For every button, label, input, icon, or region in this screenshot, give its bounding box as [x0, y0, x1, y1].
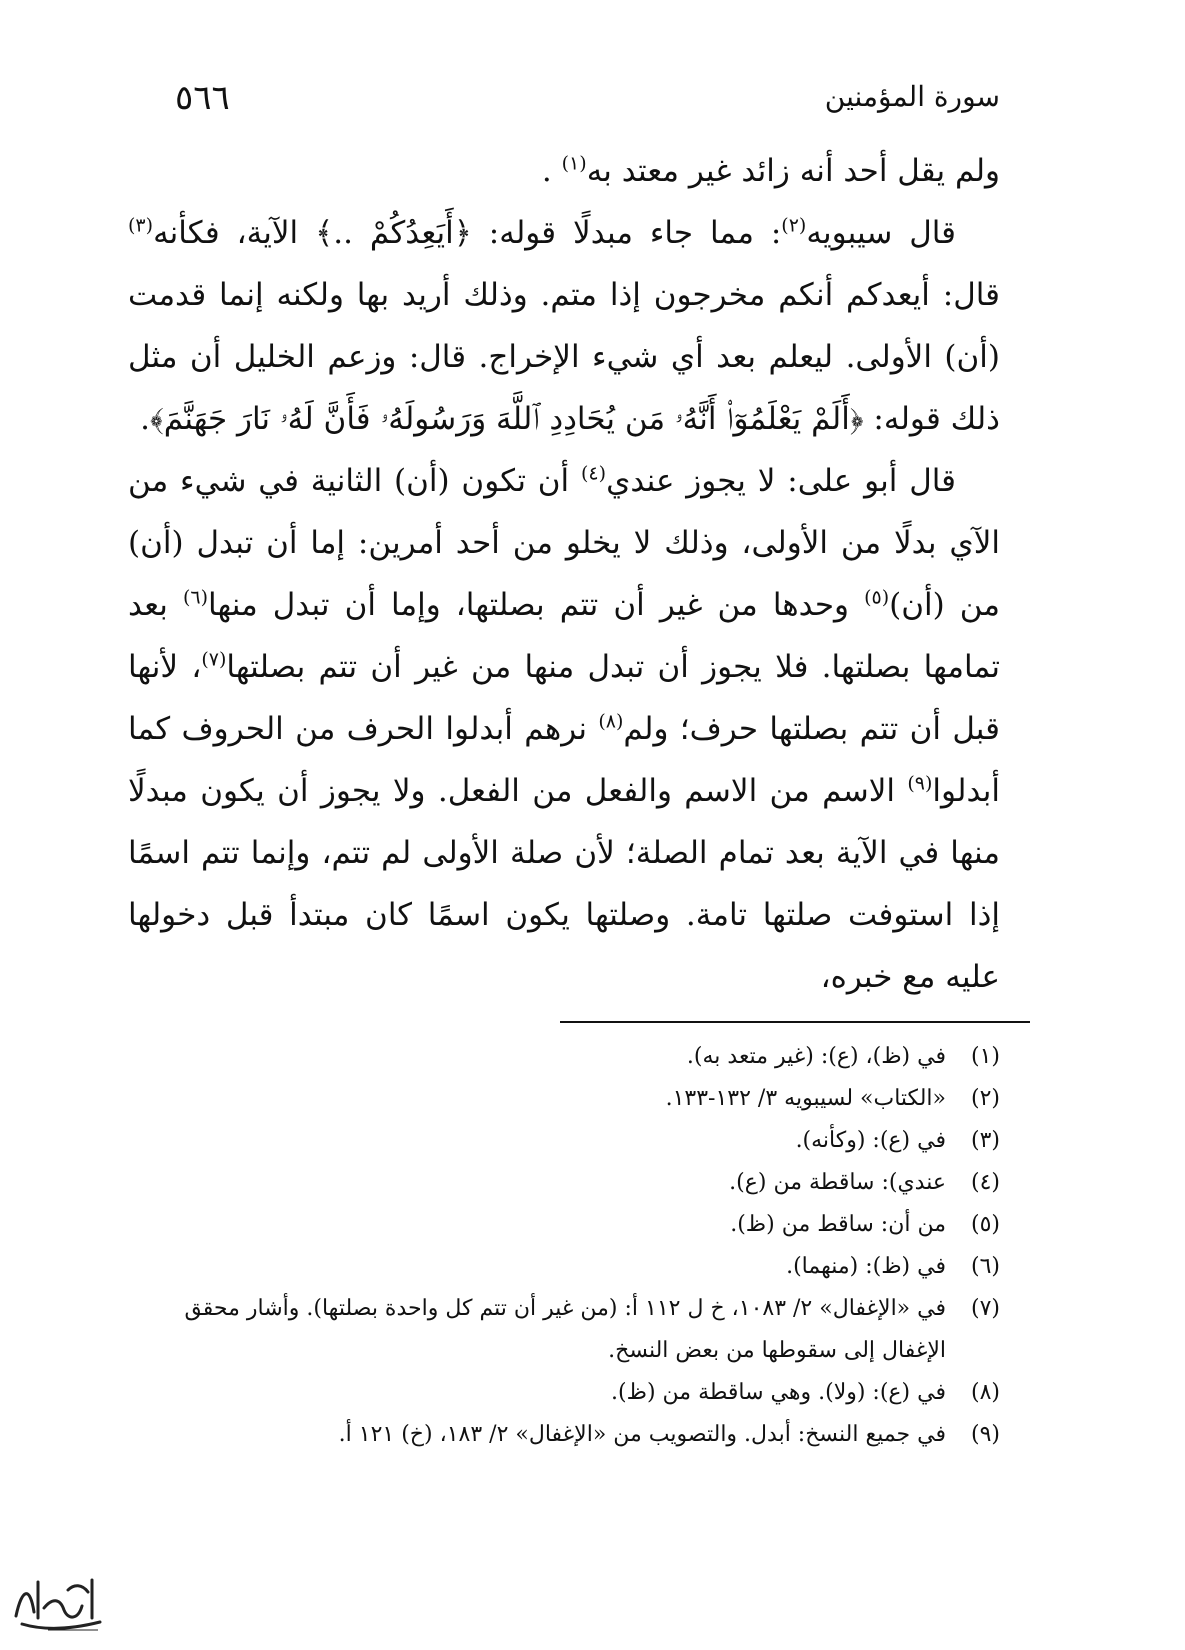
text-run: .: [140, 401, 150, 437]
footnote-divider: [560, 1021, 1030, 1023]
footnote-9: [128, 1414, 1000, 1456]
text-run: : مما جاء مبدلًا قوله:: [471, 215, 782, 251]
footnote-text: في (ظ): (منهما).: [786, 1254, 946, 1279]
text-run: أن تكون (أن) الثانية في شيء من الآي بدلًا من الأولى، وذلك لا يخلو من أحد أمرين: إما أن تبدل (أن) من (أن): [128, 463, 1000, 623]
paragraph-3: [128, 450, 1000, 1008]
footnote-number: (٨): [970, 1380, 1000, 1405]
text-run: ولم يقل أحد أنه زائد غير معتد به: [586, 153, 1000, 189]
text-run: الآية، فكأنه: [153, 215, 316, 251]
text-run: الاسم من الاسم والفعل من الفعل. ولا يجوز أن يكون مبدلًا منها في الآية بعد تمام الصلة؛ لأن صلة الأولى لم تتم، وإنما تتم اسمًا إذا استوفت صلتها تامة. وصلتها يكون اسمًا كان مبتدأ قبل دخولها عليه مع خبره،: [128, 773, 1000, 995]
text-run: نرهم أبدلوا الحرف من الحروف كما أبدلوا: [128, 711, 1000, 809]
footnote-number: (٩): [970, 1422, 1000, 1447]
footnote-number: (٣): [970, 1128, 1000, 1153]
text-run: قال سيبويه: [806, 215, 956, 251]
paragraph-2: [128, 202, 1000, 450]
quran-quote: ﴿أَيَعِدُكُمْ ..﴾: [315, 215, 472, 251]
footnote-text: في جميع النسخ: أبدل. والتصويب من «الإغفال» ٢/ ١٨٣، (خ) ١٢١ أ.: [338, 1422, 946, 1447]
footnote-number: (٢): [970, 1086, 1000, 1111]
surah-title: سورة المؤمنين: [824, 80, 1000, 113]
footnote-number: (٧): [970, 1296, 1000, 1321]
footnote-ref: (٨): [598, 710, 624, 733]
footnotes: [128, 1036, 1000, 1456]
page-number: ٥٦٦: [175, 78, 230, 118]
footnote-text: في (ع): (وكأنه).: [795, 1128, 946, 1153]
footnote-5: [128, 1204, 1000, 1246]
footnote-text: من أن: ساقط من (ظ).: [730, 1212, 946, 1237]
footnote-6: [128, 1246, 1000, 1288]
footnote-ref: (٦): [182, 586, 208, 609]
footnote-1: [128, 1036, 1000, 1078]
text-run: .: [541, 153, 562, 189]
footnote-ref: (١): [561, 152, 587, 175]
text-run: بعد تمامها بصلتها. فلا يجوز أن تبدل منها من غير أن تتم بصلتها: [128, 587, 1000, 685]
footnote-3: [128, 1120, 1000, 1162]
footnote-ref: (٤): [581, 462, 607, 485]
footnote-ref: (٣): [128, 214, 154, 237]
footnote-8: [128, 1372, 1000, 1414]
footnote-ref: (٧): [201, 648, 227, 671]
paragraph-1: [128, 140, 1000, 202]
text-run: ، لأنها قبل أن تتم بصلتها حرف؛ ولم: [128, 649, 1000, 747]
footnote-ref: (٢): [781, 214, 807, 237]
page-header: [175, 78, 1000, 128]
main-text: [128, 140, 1000, 1008]
footnote-number: (٤): [970, 1170, 1000, 1195]
text-run: قال: أيعدكم أنكم مخرجون إذا متم. وذلك أريد بها ولكنه إنما قدمت (أن) الأولى. ليعلم بعد أي شيء الإخراج. قال: وزعم الخليل أن مثل ذلك قوله:: [128, 277, 1000, 437]
footnote-text: في (ظ)، (ع): (غير متعد به).: [686, 1044, 946, 1069]
footnote-7: [128, 1288, 1000, 1372]
footnote-text: عندي): ساقطة من (ع).: [729, 1170, 946, 1195]
footnote-number: (١): [970, 1044, 1000, 1069]
text-run: وحدها من غير أن تتم بصلتها، وإما أن تبدل منها: [208, 587, 865, 623]
footnote-text: «الكتاب» لسيبويه ٣/ ١٣٢-١٣٣.: [665, 1086, 946, 1111]
quran-quote: ﴿أَلَمْ يَعْلَمُوٓا۟ أَنَّهُۥ مَن يُحَادِدِ ٱللَّهَ وَرَسُولَهُۥ فَأَنَّ لَهُۥ نَارَ جَهَنَّمَ﴾: [149, 401, 864, 437]
text-run: قال أبو على: لا يجوز عندي: [606, 463, 956, 499]
footnote-number: (٦): [970, 1254, 1000, 1279]
footnote-number: (٥): [970, 1212, 1000, 1237]
calligraphy-logo: [8, 1568, 108, 1638]
footnote-2: [128, 1078, 1000, 1120]
footnote-ref: (٥): [864, 586, 890, 609]
footnote-ref: (٩): [907, 772, 933, 795]
footnote-text: في «الإغفال» ٢/ ١٠٨٣، خ ل ١١٢ أ: (من غير أن تتم كل واحدة بصلتها). وأشار محقق الإغفال إلى سقوطها من بعض النسخ.: [184, 1296, 946, 1363]
footnote-text: في (ع): (ولا). وهي ساقطة من (ظ).: [611, 1380, 946, 1405]
footnote-4: [128, 1162, 1000, 1204]
